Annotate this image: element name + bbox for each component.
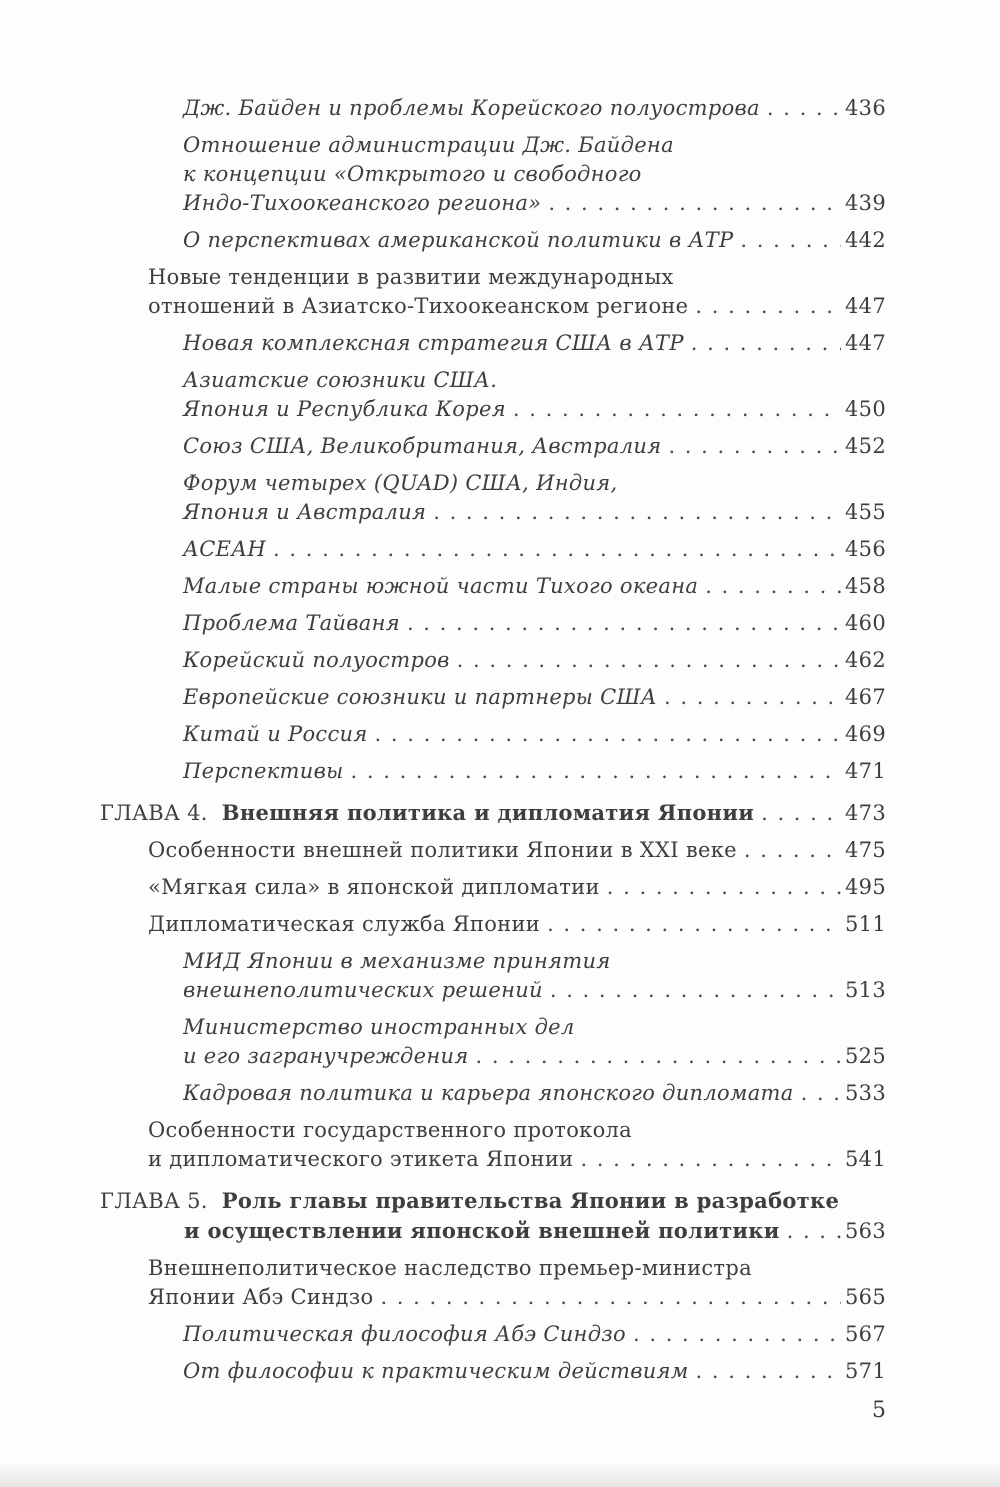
toc-line <box>183 976 886 1005</box>
dot-leader <box>351 757 842 786</box>
dot-leader <box>664 683 841 712</box>
toc-entry <box>183 469 886 527</box>
toc-line <box>183 395 886 424</box>
toc-line <box>183 366 886 395</box>
toc-page-ref: 473 <box>845 801 886 825</box>
toc-page-ref: 436 <box>845 96 886 120</box>
toc-entry <box>183 226 886 255</box>
toc-entry <box>148 910 886 939</box>
toc-entry <box>148 1254 886 1312</box>
toc-entry <box>183 1013 886 1071</box>
toc-line <box>100 1216 886 1246</box>
toc-page-ref: 469 <box>845 722 886 746</box>
dot-leader <box>380 1283 841 1312</box>
toc-entry-title: Япония и Австралия <box>183 500 427 524</box>
toc-entry-title: Азиатские союзники США. <box>183 368 498 392</box>
toc-line <box>183 947 886 976</box>
toc-entry <box>183 1079 886 1108</box>
dot-leader <box>433 498 841 527</box>
toc-entry-title: Роль главы правительства Японии в разработке <box>221 1188 840 1213</box>
dot-leader <box>375 720 841 749</box>
toc-entry-title: Особенности государственного протокола <box>148 1118 632 1142</box>
dot-leader <box>407 609 841 638</box>
toc-line <box>183 131 886 160</box>
toc-entry-title: Министерство иностранных дел <box>183 1015 575 1039</box>
toc-line <box>183 226 886 255</box>
toc-chapter-entry <box>100 1186 886 1246</box>
toc-line <box>148 1283 886 1312</box>
toc-entry <box>183 131 886 218</box>
toc-line <box>183 189 886 218</box>
toc-page-ref: 513 <box>845 978 886 1002</box>
toc-entry-title: Форум четырех (QUAD) США, Индия, <box>183 471 618 495</box>
toc-entry-title: Союз США, Великобритания, Австралия <box>183 434 662 458</box>
toc-page-ref: 462 <box>845 648 886 672</box>
toc-page-ref: 525 <box>845 1044 886 1068</box>
toc-page-ref: 511 <box>845 912 886 936</box>
toc-entry-title: Китай и Россия <box>183 722 368 746</box>
toc-entry-title: Проблема Тайваня <box>183 611 400 635</box>
dot-leader <box>457 646 841 675</box>
toc-line <box>183 1079 886 1108</box>
toc-entry <box>183 720 886 749</box>
toc-entry-title: Дж. Байден и проблемы Корейского полуострова <box>183 96 760 120</box>
toc-line <box>183 329 886 358</box>
dot-leader <box>476 1042 841 1071</box>
toc-entry <box>148 836 886 865</box>
toc-entry <box>183 329 886 358</box>
dot-leader <box>695 292 841 321</box>
toc-entry-title: и осуществлении японской внешней политики <box>184 1218 780 1243</box>
toc-page-ref: 541 <box>845 1147 886 1171</box>
toc-line <box>148 1145 886 1174</box>
toc-entry-title: Внешняя политика и дипломатия Японии <box>221 800 755 825</box>
toc-page-ref: 475 <box>845 838 886 862</box>
dot-leader <box>550 976 841 1005</box>
toc-line <box>183 498 886 527</box>
dot-leader <box>547 910 841 939</box>
toc-entry-title: Новые тенденции в развитии международных <box>148 265 674 289</box>
toc-entry <box>183 947 886 1005</box>
toc-line <box>183 535 886 564</box>
dot-leader <box>744 836 841 865</box>
toc-page-ref: 567 <box>845 1322 886 1346</box>
toc-line <box>183 683 886 712</box>
toc-entry <box>183 432 886 461</box>
dot-leader <box>633 1320 841 1349</box>
toc-entry-title: Политическая философия Абэ Синдзо <box>183 1322 626 1346</box>
toc-entry-title: АСЕАН <box>183 537 267 561</box>
toc-page-ref: 471 <box>845 759 886 783</box>
toc-line <box>183 469 886 498</box>
toc-entry-title: Индо-Тихоокеанского региона» <box>183 191 542 215</box>
toc-entry-title: Отношение администрации Дж. Байдена <box>183 133 674 157</box>
toc-page-ref: 533 <box>845 1081 886 1105</box>
toc-entry-title: Малые страны южной части Тихого океана <box>183 574 699 598</box>
toc-entry-title: отношений в Азиатско-Тихоокеанском регионе <box>148 294 689 318</box>
dot-leader <box>767 94 841 123</box>
toc-entry-title: От философии к практическим действиям <box>183 1359 689 1383</box>
toc-entry-title: Европейские союзники и партнеры США <box>183 685 658 709</box>
toc-chapter-entry <box>100 798 886 828</box>
toc-line <box>183 94 886 123</box>
toc-line <box>183 720 886 749</box>
toc-entry-title: и его загранучреждения <box>183 1044 469 1068</box>
toc-entry-title: Корейский полуостров <box>183 648 450 672</box>
toc-entry <box>148 1116 886 1174</box>
toc-page-ref: 455 <box>845 500 886 524</box>
chapter-label: ГЛАВА 5. <box>100 1189 208 1213</box>
dot-leader <box>740 226 841 255</box>
toc-entry <box>183 535 886 564</box>
toc-entry-title: Кадровая политика и карьера японского дипломата <box>183 1081 794 1105</box>
toc-line <box>183 432 886 461</box>
toc-page-ref: 442 <box>845 228 886 252</box>
toc-line <box>183 1357 886 1386</box>
dot-leader <box>548 189 841 218</box>
toc-entry-title: Новая комплексная стратегия США в АТР <box>183 331 684 355</box>
toc-entry-title: МИД Японии в механизме принятия <box>183 949 611 973</box>
toc-page-ref: 467 <box>845 685 886 709</box>
toc-line <box>183 757 886 786</box>
toc-entry-title: Перспективы <box>183 759 344 783</box>
toc-page-ref: 460 <box>845 611 886 635</box>
toc-page-ref: 439 <box>845 191 886 215</box>
page-number: 5 <box>872 1398 886 1423</box>
toc-page-ref: 447 <box>845 294 886 318</box>
toc-line <box>100 1186 886 1216</box>
toc-entry <box>183 683 886 712</box>
toc-entry-title: Япония и Республика Корея <box>183 397 506 421</box>
toc-page-ref: 447 <box>845 331 886 355</box>
toc-entry <box>183 646 886 675</box>
toc-page-ref: 563 <box>845 1219 886 1243</box>
toc-entry <box>183 1357 886 1386</box>
toc-entry-title: и дипломатического этикета Японии <box>148 1147 574 1171</box>
toc-entry-title: Дипломатическая служба Японии <box>148 912 541 936</box>
dot-leader <box>513 395 841 424</box>
toc-page-ref: 452 <box>845 434 886 458</box>
dot-leader <box>607 873 841 902</box>
toc-line <box>183 160 886 189</box>
dot-leader <box>696 1357 841 1386</box>
toc-entry-title: Японии Абэ Синдзо <box>148 1285 374 1309</box>
dot-leader <box>273 535 841 564</box>
toc-page-ref: 565 <box>845 1285 886 1309</box>
toc-line <box>148 910 886 939</box>
toc-line <box>100 798 886 828</box>
toc-line <box>148 263 886 292</box>
toc-line <box>183 1013 886 1042</box>
toc-entry-title: внешнеполитических решений <box>183 978 543 1002</box>
toc-page-ref: 450 <box>845 397 886 421</box>
dot-leader <box>801 1079 841 1108</box>
toc-entry <box>183 94 886 123</box>
toc-line <box>183 609 886 638</box>
dot-leader <box>668 432 841 461</box>
toc-entry <box>183 366 886 424</box>
toc-entry-title: к концепции «Открытого и свободного <box>183 162 642 186</box>
toc-line <box>183 572 886 601</box>
toc-line <box>148 836 886 865</box>
toc-line <box>183 1320 886 1349</box>
toc-entry-title: «Мягкая сила» в японской дипломатии <box>148 875 600 899</box>
toc-page-ref: 495 <box>845 875 886 899</box>
toc-line <box>148 873 886 902</box>
toc-entry-title: О перспективах американской политики в АТР <box>183 228 734 252</box>
toc-entry <box>183 1320 886 1349</box>
toc-entry-title: Особенности внешней политики Японии в XXI веке <box>148 838 737 862</box>
toc-entry <box>183 572 886 601</box>
toc-line <box>148 1116 886 1145</box>
toc-entry <box>148 263 886 321</box>
toc-line <box>148 292 886 321</box>
toc-entry <box>183 757 886 786</box>
chapter-label: ГЛАВА 4. <box>100 801 208 825</box>
dot-leader <box>787 1217 841 1246</box>
toc-line <box>183 1042 886 1071</box>
dot-leader <box>580 1145 841 1174</box>
dot-leader <box>705 572 841 601</box>
dot-leader <box>691 329 841 358</box>
dot-leader <box>761 799 841 828</box>
toc-page-ref: 571 <box>845 1359 886 1383</box>
toc-page-ref: 456 <box>845 537 886 561</box>
toc-page-ref: 458 <box>845 574 886 598</box>
toc-line <box>148 1254 886 1283</box>
toc-entry-title: Внешнеполитическое наследство премьер-министра <box>148 1256 752 1280</box>
toc-entry <box>148 873 886 902</box>
toc-entry <box>183 609 886 638</box>
toc-line <box>183 646 886 675</box>
